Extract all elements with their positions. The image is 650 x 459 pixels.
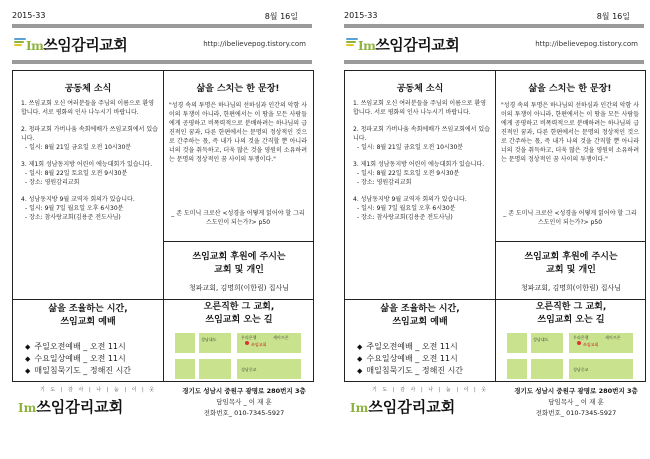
quote-text: "성경 속의 투명은 하나님의 선하심과 인간의 악함 사이의 투쟁이 아니라, 한편에서는 이 땅을 모든 사람들에게 공평하고 비폭력적으로 분배하려는 하나님의 급진적인 꿈과, 다른 한편에서는 문명의 정상적인 것으로 간주하는 몫, 즉 내가 나의 것을 간직할 뿐 아니라 너의 것을 취득하고, 더욱 많은 것을 영원히 소유하려는 문명의 정상적인 꿈 사이의 투쟁이다." (169, 102, 307, 163)
church-address: 경기도 성남시 중원구 광명로 280번지 3층 (182, 387, 306, 395)
bulletin-date: 8월 16일 (264, 12, 298, 21)
news-item: 4. 성남동지방 9월 교역자 회의가 있습니다. - 일시: 9월 7일 월요일 오후 6시30분 - 장소: 참사랑교회(김용준 전도사님) (353, 196, 467, 221)
church-logo: Im쓰임감리교회 (26, 36, 128, 54)
bulletin-page-left (2, 0, 318, 459)
header (344, 9, 642, 23)
sponsor-section: 쓰임교회 후원에 주시는 교회 및 개인 청파교회, 김명희(이한림) 집사님 (165, 251, 313, 293)
news-item: 4. 성남동지방 9월 교역자 회의가 있습니다. - 일시: 9월 7일 월요일 오후 6시30분 - 장소: 참사랑교회(김용준 전도사님) (21, 196, 135, 221)
svg-text:우리은행: 우리은행 (241, 335, 257, 340)
svg-text:세이프존: 세이프존 (273, 335, 289, 340)
pastor-name: 담임목사 _ 이 재 훈 (216, 398, 272, 406)
worship-item: ◆ 수요일상예배 _ 오전 11시 (25, 353, 163, 365)
top-divider (12, 24, 312, 28)
quote-title: 삶을 스치는 한 문장! (528, 84, 612, 94)
top-divider (344, 24, 644, 28)
svg-text:성남대도: 성남대도 (201, 337, 217, 342)
church-url[interactable]: http://ibelievepog.tistory.com (203, 40, 306, 48)
issue-number: 2015-33 (344, 11, 378, 20)
header-divider (12, 60, 312, 64)
sponsor-names: 청파교회, 김명희(이한림) 집사님 (188, 284, 290, 292)
quote-source: _ 존 도미닉 크로산 <성경을 어떻게 읽어야 할 그리스도인이 되는가?> p50 (503, 210, 637, 226)
worship-item: ◆ 수요일상예배 _ 오전 11시 (357, 353, 495, 365)
quote-text: "성경 속의 투명은 하나님의 선하심과 인간의 악함 사이의 투쟁이 아니라, 한편에서는 이 땅을 모든 사람들에게 공평하고 비폭력적으로 분배하려는 하나님의 급진적인 꿈과, 다른 한편에서는 문명의 정상적인 것으로 간주하는 몫, 즉 내가 나의 것을 간직할 뿐 아니라 너의 것을 취득하고, 더욱 많은 것을 영원히 소유하려는 문명의 정상적인 꿈 사이의 투쟁이다." (501, 102, 639, 163)
news-list (353, 99, 491, 230)
footer-logo: Im쓰임감리교회 (350, 398, 456, 416)
svg-text:우리은행: 우리은행 (573, 335, 589, 340)
svg-text:성남대도: 성남대도 (533, 337, 549, 342)
header-divider (344, 60, 644, 64)
church-phone: 전화번호_ 010-7345-5927 (535, 409, 617, 417)
worship-item: ◆ 매일침묵기도 _ 정해진 시간 (357, 365, 495, 377)
svg-text:세이프존: 세이프존 (605, 335, 621, 340)
news-list (21, 99, 159, 230)
worship-item: ◆ 주일오전예배 _ 오전 11시 (357, 341, 495, 353)
svg-text:쓰임교회: 쓰임교회 (583, 342, 599, 347)
location-map (507, 333, 633, 379)
news-title: 공동체 소식 (396, 84, 444, 94)
location-map (175, 333, 301, 379)
directions-section: 오른직한 그 교회, 쓰임교회 오는 길 (203, 302, 275, 325)
footer-logo: Im쓰임감리교회 (18, 398, 124, 416)
news-item: 1. 쓰임교회 오신 여러분들을 주님의 이름으로 환영합니다. 서로 평화의 인사 나누시기 바랍니다. (353, 100, 487, 116)
quote-title: 삶을 스치는 한 문장! (196, 84, 280, 94)
news-item: 3. 제1회 성남동지방 어린이 에능대회가 있습니다. - 일시: 8월 22일 토요일 오전 9시30분 - 장소: 영원감리교회 (353, 161, 485, 186)
quote-source: _ 존 도미닉 크로산 <성경을 어떻게 읽어야 할 그리스도인이 되는가?> p50 (171, 210, 305, 226)
content-grid (12, 70, 314, 382)
worship-item: ◆ 매일침묵기도 _ 정해진 시간 (25, 365, 163, 377)
worship-section: 삶을 조율하는 시간, 쓰임교회 예배 ◆ 주일오전예배 _ 오전 11시 ◆ 수요일상예배 _ 오전 11시 ◆ 매일침묵기도 _ 정해진 시간 (345, 303, 495, 377)
sponsor-section: 쓰임교회 후원에 주시는 교회 및 개인 청파교회, 김명희(이한림) 집사님 (497, 251, 645, 293)
worship-item: ◆ 주일오전예배 _ 오전 11시 (25, 341, 163, 353)
footer-contact (174, 386, 314, 419)
sponsor-names: 청파교회, 김명희(이한림) 집사님 (520, 284, 622, 292)
news-item: 3. 제1회 성남동지방 어린이 에능대회가 있습니다. - 일시: 8월 22일 토요일 오전 9시30분 - 장소: 영원감리교회 (21, 161, 153, 186)
svg-text:성남중교: 성남중교 (573, 367, 589, 372)
news-title: 공동체 소식 (64, 84, 112, 94)
content-grid (344, 70, 646, 382)
footer-contact (506, 386, 646, 419)
church-logo: Im쓰임감리교회 (358, 36, 460, 54)
footer-caption: 기 도 | 감 사 | 나 | 눔 | 이 | 웃 (40, 387, 157, 393)
issue-number: 2015-33 (12, 11, 46, 20)
church-phone: 전화번호_ 010-7345-5927 (203, 409, 285, 417)
svg-text:쓰임교회: 쓰임교회 (251, 342, 267, 347)
bulletin-page-right (334, 0, 650, 459)
footer-caption: 기 도 | 감 사 | 나 | 눔 | 이 | 웃 (372, 387, 489, 393)
directions-section: 오른직한 그 교회, 쓰임교회 오는 길 (535, 302, 607, 325)
worship-section: 삶을 조율하는 시간, 쓰임교회 예배 ◆ 주일오전예배 _ 오전 11시 ◆ 수요일상예배 _ 오전 11시 ◆ 매일침묵기도 _ 정해진 시간 (13, 303, 163, 377)
church-address: 경기도 성남시 중원구 광명로 280번지 3층 (514, 387, 638, 395)
bulletin-date: 8월 16일 (596, 12, 630, 21)
header (12, 9, 310, 23)
news-item: 2. 청파교회 가버나움 속회에배가 쓰임교회에서 있습니다. - 일시: 8월 21일 금요일 오전 10시30분 (21, 126, 158, 151)
news-item: 2. 청파교회 가버나움 속회에배가 쓰임교회에서 있습니다. - 일시: 8월 21일 금요일 오전 10시30분 (353, 126, 490, 151)
news-item: 1. 쓰임교회 오신 여러분들을 주님의 이름으로 환영합니다. 서로 평화의 인사 나누시기 바랍니다. (21, 100, 155, 116)
church-url[interactable]: http://ibelievepog.tistory.com (535, 40, 638, 48)
pastor-name: 담임목사 _ 이 재 훈 (548, 398, 604, 406)
svg-text:성남중교: 성남중교 (241, 367, 257, 372)
